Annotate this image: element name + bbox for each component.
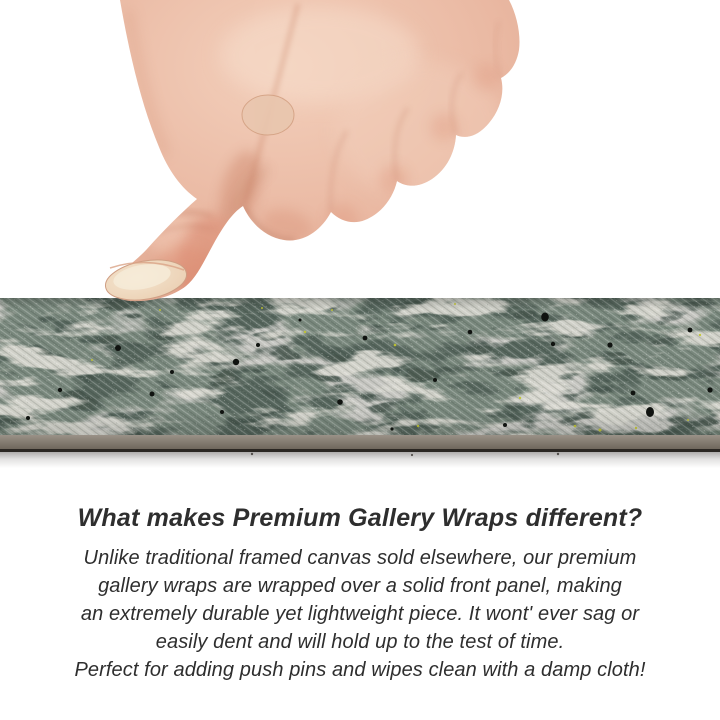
description-line: easily dent and will hold up to the test of time.	[155, 631, 565, 653]
description-line: Perfect for adding push pins and wipes clean with a damp cloth!	[74, 659, 646, 681]
hand-shape	[102, 0, 519, 302]
description-title: What makes Premium Gallery Wraps different?	[77, 504, 643, 532]
canvas-edge-strip	[0, 298, 720, 468]
finger-nail	[242, 95, 294, 135]
panel-bottom-line	[0, 449, 720, 452]
description-line: gallery wraps are wrapped over a solid front panel, making	[98, 575, 622, 597]
hand-thumb-press-illustration	[0, 0, 720, 302]
description-block	[0, 502, 720, 684]
description-line: an extremely durable yet lightweight piece. It wont' ever sag or	[80, 603, 640, 625]
panel-side-edge	[0, 435, 720, 449]
strip-drop-shadow	[0, 452, 720, 468]
description-line: Unlike traditional framed canvas sold elsewhere, our premium	[83, 547, 637, 569]
canvas-texture	[0, 298, 720, 435]
